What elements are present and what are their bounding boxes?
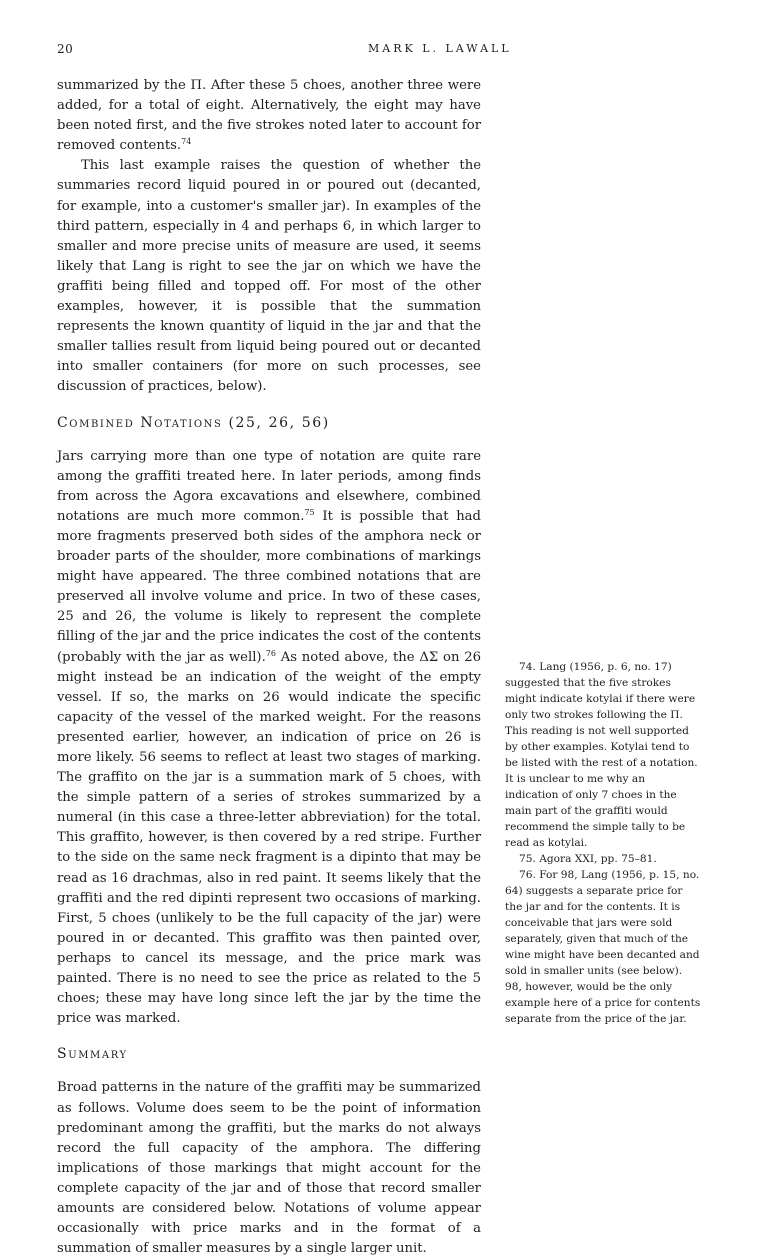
section-heading-combined-notations: Combined Notations (25, 26, 56): [57, 414, 330, 431]
footnote-ref-76[interactable]: 76: [265, 648, 276, 658]
section-heading-summary: Summary: [57, 1046, 128, 1063]
paragraph-text: As noted above, the ΔΣ on 26 might instead be an indication of the weight of the empty vessel. If so, the marks on 26 would indicate the specific capacity of the vessel of the marked weight. For the reasons presented earlier, however, an indication of price on 26 is more likely. 56 seems to reflect at least two stages of marking. The graffito on the jar is a summation mark of 5 choes, with the simple pattern of a series of strokes summarized by a numeral (in this case a three-letter abbreviation) for the total. This graffito, however, is then covered by a red stripe. Further to the side on the same neck fragment is a dipinto that may be read as 16 drachmas, also in red paint. It seems likely that the graffiti and the red dipinti represent two occasions of marking. First, 5 choes (unlikely to be the full capacity of the jar) were poured in or decanted. This graffito was then painted over, perhaps to cancel its message, and the price mark was painted. There is no need to see the price as related to the 5 choes; these may have long since left the jar by the time the price was marked.: [57, 649, 481, 1027]
paragraph-summary: Broad patterns in the nature of the graffiti may be summarized as follows. Volume does seem to be the point of information predominant among the graffiti, but the marks do not always record the full capacity of the amphora. The differing implications of those markings that might account for the complete capacity of the jar and of those that record smaller amounts are considered below. Notations of volume appear occasionally with price marks and in the format of a summation of smaller measures by a single larger unit.: [57, 1080, 481, 1257]
paragraph-combined-notations: [57, 447, 481, 1030]
paragraph-text: It is possible that had more fragments preserved both sides of the amphora neck or broader parts of the shoulder, more combinations of markings might have appeared. The three combined notations that are preserved all involve volume and price. In two of these cases, 25 and 26, the volume is likely to represent the complete filling of the jar and the price indicates the cost of the contents (probably with the jar as well).: [57, 508, 481, 665]
main-column: [57, 76, 481, 1259]
footnote-ref-75[interactable]: 75: [304, 507, 315, 517]
running-head: MARK L. LAWALL: [368, 42, 512, 55]
footnote-ref-74[interactable]: 74: [181, 137, 192, 147]
paragraph-continuation: [57, 76, 481, 156]
paragraph-text: Jars carrying more than one type of notation are quite rare among the graffiti treated here. In later periods, among finds from across the Agora excavations and elsewhere, combined notations are much more common.: [57, 448, 481, 524]
page-number: 20: [57, 42, 74, 56]
footnote-75: 75. Agora XXI, pp. 75–81.: [519, 853, 657, 865]
paragraph-summaries: This last example raises the question of whether the summaries record liquid poured in or poured out (decanted, for example, into a customer's smaller jar). In examples of the third pattern, especially in 4 and perhaps 6, in which larger to smaller and more precise units of measure are used, it seems likely that Lang is right to see the jar on which we have the graffiti being filled and topped off. For most of the other examples, however, it is possible that the summation represents the known quantity of liquid in the jar and that the smaller tallies result from liquid being poured out or decanted into smaller containers (for more on such processes, see discussion of practices, below).: [57, 158, 481, 395]
footnote-74: 74. Lang (1956, p. 6, no. 17) suggested that the five strokes might indicate kotylai if there were only two strokes following the Π. This reading is not well supported by other examples. Kotylai tend to be listed with the rest of a notation. It is unclear to me why an indication of only 7 choes in the main part of the graffiti would recommend the simple tally to be read as kotylai.: [505, 661, 698, 849]
footnotes-column: [505, 659, 701, 1027]
paragraph-text: summarized by the Π. After these 5 choes, another three were added, for a total of eight. Alternatively, the eight may have been noted first, and the five strokes noted later to account for removed contents.: [57, 78, 481, 154]
footnote-76: 76. For 98, Lang (1956, p. 15, no. 64) suggests a separate price for the jar and for the contents. It is conceivable that jars were sold separately, given that much of the wine might have been decanted and sold in smaller units (see below). 98, however, would be the only example here of a price for contents separate from the price of the jar.: [505, 869, 701, 1025]
